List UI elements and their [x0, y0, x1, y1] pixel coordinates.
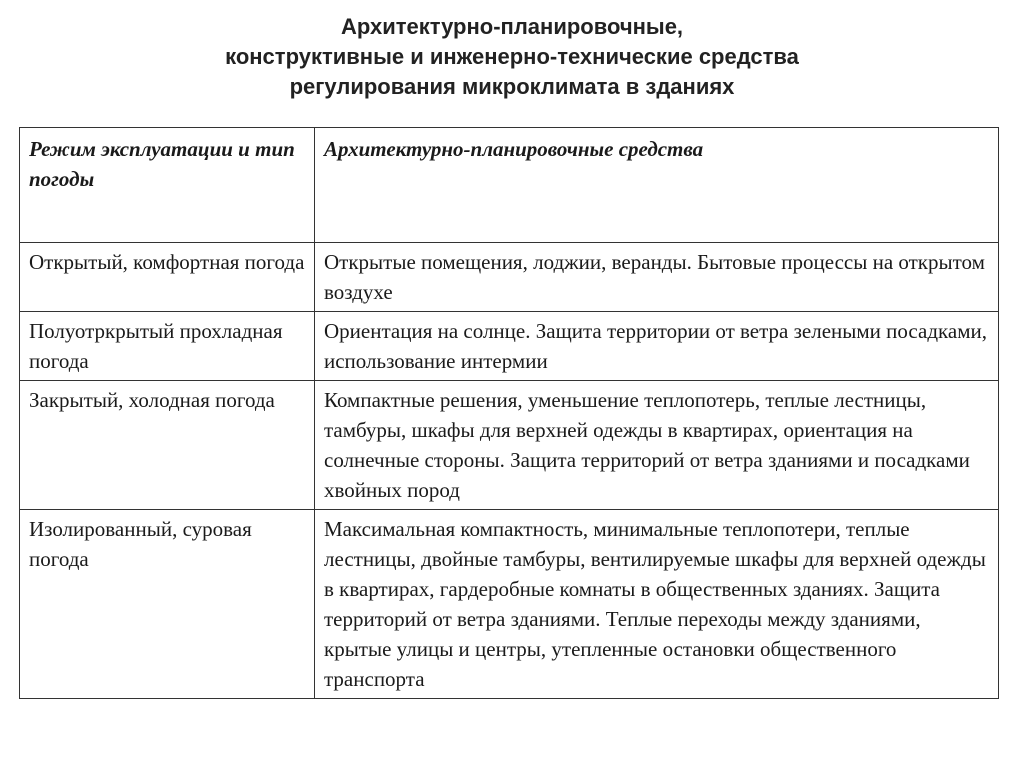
title-line: Архитектурно-планировочные,: [340, 14, 684, 39]
table-row: [20, 381, 999, 510]
mode-cell: Изолированный, суровая погода: [20, 510, 315, 699]
means-cell: Открытые помещения, лоджии, веранды. Бытовые процессы на открытом воздухе: [315, 243, 999, 312]
mode-cell: Открытый, комфортная погода: [20, 243, 315, 312]
table-row: [20, 312, 999, 381]
means-cell: Максимальная компактность, минимальные теплопотери, теплые лестницы, двойные тамбуры, вентилируемые шкафы для верхней одежды в квартирах, гардеробные комнаты в общественных зданиях. Защита территорий от ветра зданиями. Теплые переходы между зданиями, крытые улицы и центры, утепленные остановки общественного транспорта: [315, 510, 999, 699]
climate-means-table: [19, 127, 999, 699]
column-header-mode: Режим эксплуатации и тип погоды: [20, 128, 315, 243]
table-row: [20, 243, 999, 312]
means-cell: Ориентация на солнце. Защита территории от ветра зелеными посадками, использование интермии: [315, 312, 999, 381]
column-header-means: Архитектурно-планировочные средства: [315, 128, 999, 243]
page-title: [0, 12, 1024, 102]
title-line: регулирования микроклимата в зданиях: [289, 74, 735, 99]
mode-cell: Закрытый, холодная погода: [20, 381, 315, 510]
table-header-row: [20, 128, 999, 243]
table-row: [20, 510, 999, 699]
title-line: конструктивные и инженерно-технические средства: [225, 44, 799, 69]
mode-cell: Полуотркрытый прохладная погода: [20, 312, 315, 381]
means-cell: Компактные решения, уменьшение теплопотерь, теплые лестницы, тамбуры, шкафы для верхней одежды в квартирах, ориентация на солнечные стороны. Защита территорий от ветра зданиями и посадками хвойных пород: [315, 381, 999, 510]
